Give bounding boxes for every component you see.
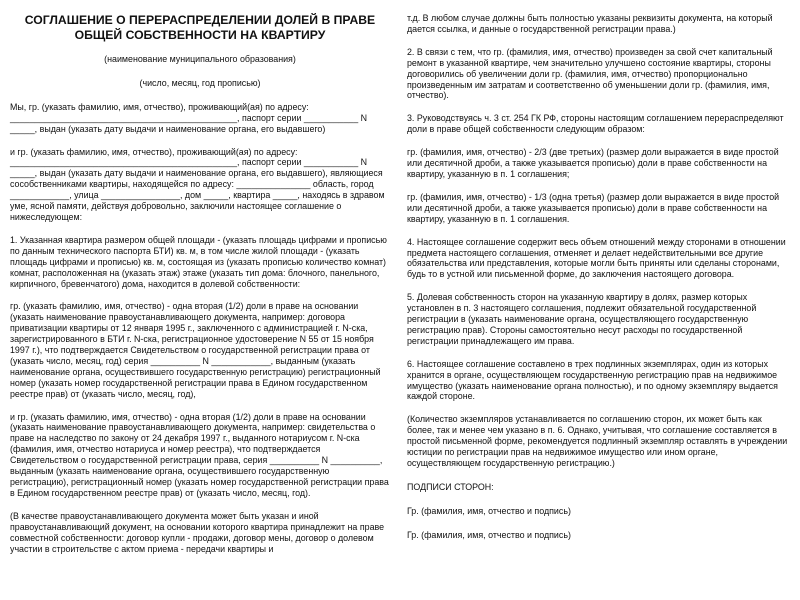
clause-1-owner-a: гр. (указать фамилию, имя, отчество) - одна вторая (1/2) доли в праве на основании (указать наименование правоустанавливающего документа, например: договора приватизации квартиры от 12 января 1995 г., заключенного с администрацией г. N-ска, зарегистрированного в БТИ г. N-ска, регистрационное удостоверение N 55 от 15 ноября 1997 г.), что подтверждается Свидетельством о государственной регистрации права от (указать число, месяц, год) серия __________ N ____________, выданным (указать наименование органа, осуществившего государственную регистрацию) регистрационный номер (указать номер государственной регистрации права в Едином государственном реестре прав) от (указать число, месяц, год), <box>10 301 381 399</box>
document-title: СОГЛАШЕНИЕ О ПЕРЕРАСПРЕДЕЛЕНИИ ДОЛЕЙ В ПРАВЕ ОБЩЕЙ СОБСТВЕННОСТИ НА КВАРТИРУ <box>24 13 376 42</box>
municipality-placeholder: (наименование муниципального образования) <box>104 54 296 64</box>
clause-6-note: (Количество экземпляров устанавливается по соглашению сторон, их может быть как более, так и менее чем указано в п. 6. Однако, учитывая, что соглашение составляется в простой письменной форме, рекомендуется подлинный экземпляр оставлять в учреждении юстиции по регистрации прав на недвижимое имущество или ином органе, осуществляющем государственную регистрацию.) <box>407 414 788 468</box>
clause-4: 4. Настоящее соглашение содержит весь объем отношений между сторонами в отношении предмета настоящего соглашения, отменяет и делает недействительными все другие обязательства или представления, которые могли быть приняты или сделаны сторонами, будь то в устной или письменной форме, до заключения настоящего договора. <box>407 236 786 280</box>
date-placeholder: (число, месяц, год прописью) <box>139 77 261 88</box>
left-column <box>10 0 390 554</box>
clause-6: 6. Настоящее соглашение составлено в трех подлинных экземплярах, один из которых хранится в органе, осуществляющем государственную регистрацию прав на недвижимое имущество (указать наименование органа полностью), и по одному экземпляру выдается каждой стороне. <box>407 358 778 402</box>
clause-5: 5. Долевая собственность сторон на указанную квартиру в долях, размер которых установлен в п. 3 настоящего соглашения, подлежит обязательной государственной регистрации в (указать наименование органа, осуществляющего государственную регистрацию прав). Стороны самостоятельно несут расходы по государственной регистрации принадлежащего им права. <box>407 292 757 346</box>
signatures-heading: ПОДПИСИ СТОРОН: <box>407 481 494 492</box>
clause-3-share-a: гр. (фамилия, имя, отчество) - 2/3 (две третьих) (размер доли выражается в виде простой или десятичной дроби, а также указывается прописью) доли в праве собственности на квартиру, указанную в п. 1 соглашения; <box>407 147 779 179</box>
signature-line-1: Гр. (фамилия, имя, отчество и подпись) <box>407 505 571 516</box>
clause-1-owner-b: и гр. (указать фамилию, имя, отчество) - одна вторая (1/2) доли в праве на основании (указать наименование правоустанавливающего документа, например: свидетельства о праве на наследство по закону от 24 декабря 1997 г., выданного нотариусом г. N-ска (фамилия, имя, отчество нотариуса и номер реестра), что подтверждается Свидетельством о государственной регистрации права, серия __________ N __________, выданным (указать наименование органа, осуществившего государственную регистрацию), регистрационный номер (указать номер государственной регистрации права в Едином государственном реестре прав) от (указать число, месяц, год). <box>10 411 389 498</box>
signature-line-2: Гр. (фамилия, имя, отчество и подпись) <box>407 529 571 540</box>
intro-paragraph: Мы, гр. (указать фамилию, имя, отчество), проживающий(ая) по адресу: ______________________________________________, паспорт серии ___________ N _____, выдан (указать дату выдачи и наименование органа, его выдавшего) <box>10 101 368 134</box>
clause-2: 2. В связи с тем, что гр. (фамилия, имя, отчество) произведен за свой счет капитальный ремонт в указанной квартире, чем значительно улучшено состояние квартиры, стороны договорились об увеличении доли гр. (фамилия, имя, отчество) пропорционально произведенным им затратам и соответственно об уменьшении доли гр. (фамилия, имя, отчество). <box>407 46 773 101</box>
clause-3: 3. Руководствуясь ч. 3 ст. 254 ГК РФ, стороны настоящим соглашением перераспределяют доли в праве общей собственности следующим образом: <box>407 113 784 135</box>
right-column <box>407 0 790 541</box>
second-party-paragraph: и гр. (указать фамилию, имя, отчество), проживающий(ая) по адресу: ______________________________________________, паспорт серии ___________ N _____, выдан (указать дату выдачи и наименование органа, его выдавшего), являющиеся сособственниками квартиры, находящейся по адресу: _______________ область, город ____________, улица ________________, дом _____, квартира _____, находясь в здравом уме, ясной памяти, действуя добровольно, заключили настоящее соглашение о нижеследующем: <box>10 146 385 222</box>
clause-1-note: (В качестве правоустанавливающего документа может быть указан и иной правоустанавливающий документ, на основании которого квартира принадлежит на праве совместной собственности: договор купли - продажи, договор мены, договор о долевом участии в строительстве с актом приема - передачи квартиры и <box>10 510 385 554</box>
clause-3-share-b: гр. (фамилия, имя, отчество) - 1/3 (одна третья) (размер доли выражается в виде простой или десятичной дроби, а также указывается прописью) доли в праве собственности на квартиру, указанную в п. 1 соглашения. <box>407 191 780 224</box>
clause-1: 1. Указанная квартира размером общей площади - (указать площадь цифрами и прописью по данным технического паспорта БТИ) кв. м, в том числе жилой площади - (указать площадь цифрами и прописью) кв. м, состоящая из (указать прописью количество комнат) комнат, расположенная на (указать этаж) этаже (указать тип дома: блочного, панельного, кирпичного, бревенчатого) дома, находится в долевой собственности: <box>10 234 387 289</box>
clause-1-note-continued: т.д. В любом случае должны быть полностью указаны реквизиты документа, на который дается ссылка, и данные о государственной регистрации права.) <box>407 13 773 34</box>
